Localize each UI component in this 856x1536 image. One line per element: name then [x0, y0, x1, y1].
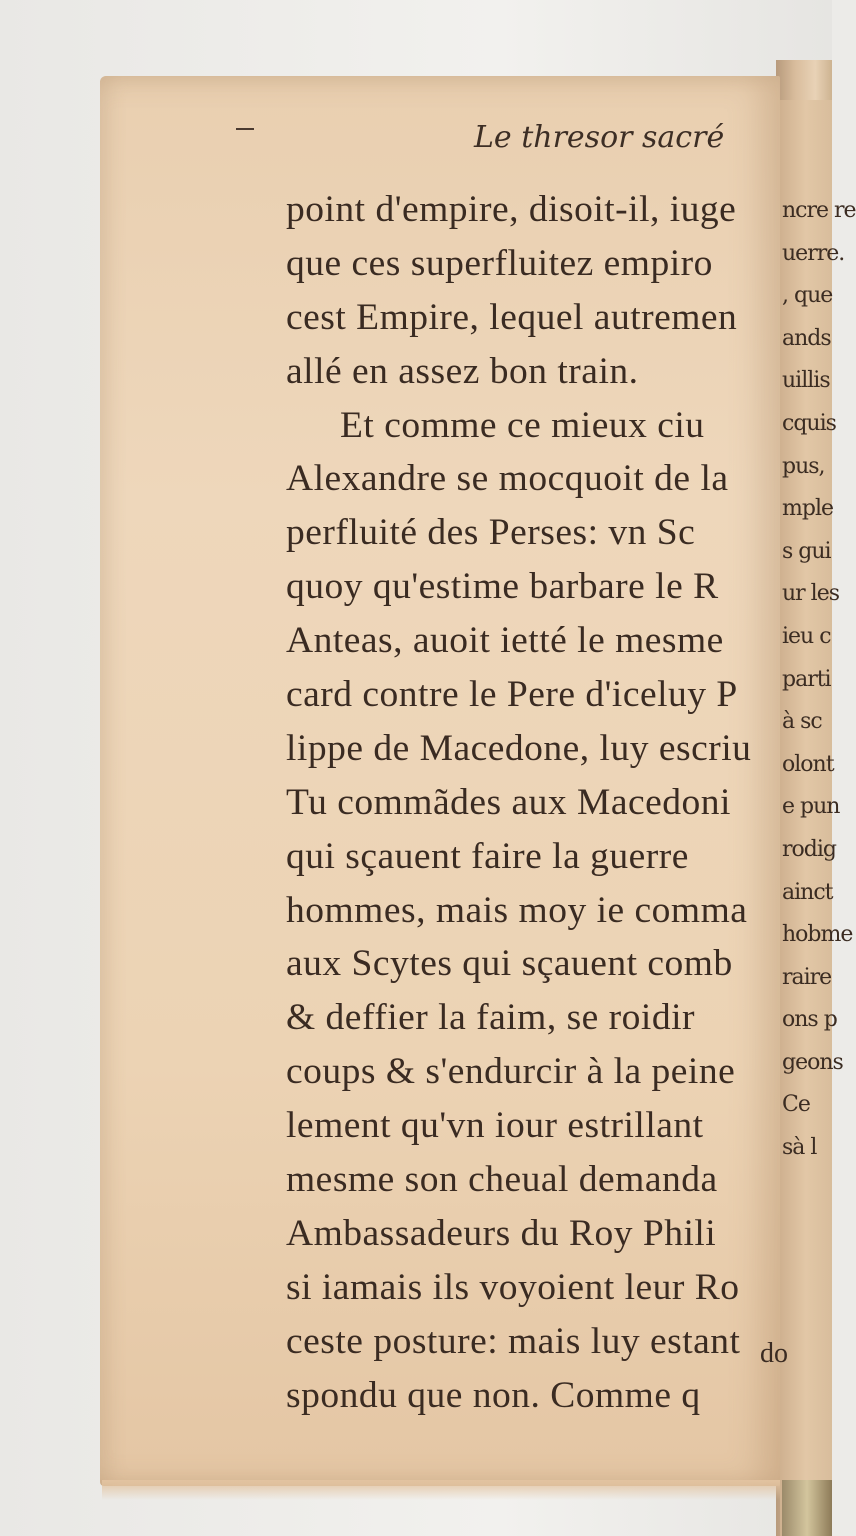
text-line: ceste posture: mais luy estant [286, 1320, 741, 1362]
text-line: hommes, mais moy ie comma [286, 889, 748, 931]
facing-text-line: uillis [782, 368, 830, 394]
text-line: lement qu'vn iour estrillant [286, 1105, 704, 1147]
text-line: Tu commãdes aux Macedoni [286, 781, 731, 823]
text-line: Et comme ce mieux ciu [340, 404, 705, 446]
facing-text-line: e pun [782, 794, 840, 820]
facing-text-line: uerre. [782, 240, 845, 266]
text-line: mesme son cheual demanda [286, 1159, 718, 1201]
facing-text-line: pus, [782, 453, 825, 479]
facing-text-line: raire [782, 964, 832, 990]
text-line: & deffier la faim, se roidir [286, 997, 695, 1039]
facing-text-line: ncre re [782, 198, 856, 223]
page-body-text [286, 183, 786, 1422]
facing-text-line: mple [782, 496, 833, 522]
facing-text-line: à sc [782, 709, 822, 735]
page-bottom-edge [102, 1480, 780, 1500]
facing-text-line: ur les [782, 581, 840, 607]
facing-text-line: s gui [782, 538, 831, 564]
facing-text-line: rodig [782, 836, 836, 862]
facing-text-line: , que [782, 283, 833, 309]
text-line: spondu que non. Comme q [286, 1374, 701, 1416]
facing-text-line: geons [782, 1049, 843, 1075]
margin-mark [236, 128, 254, 130]
text-line: que ces superfluitez empiro [286, 242, 713, 284]
facing-text-line: ieu c [782, 623, 831, 649]
facing-text-line: ons p [782, 1007, 837, 1033]
facing-text-line: ands [782, 325, 831, 351]
facing-text-line: hobme [782, 922, 853, 948]
catchword: do [760, 1338, 788, 1369]
facing-text-line: olont [782, 751, 834, 777]
running-head: Le thresor sacré [474, 120, 725, 155]
text-line: Ambassadeurs du Roy Phili [286, 1212, 717, 1254]
text-line: point d'empire, disoit-il, iuge [286, 189, 737, 230]
text-line: aux Scytes qui sçauent comb [286, 943, 733, 985]
text-line: card contre le Pere d'iceluy P [286, 674, 738, 716]
facing-text-line: ainct [782, 879, 833, 905]
text-line: Anteas, auoit ietté le mesme [286, 620, 724, 662]
facing-text-line: sà l [782, 1135, 817, 1161]
text-line: quoy qu'estime barbare le R [286, 566, 719, 608]
facing-text-line: Ce [782, 1092, 810, 1118]
text-line: qui sçauent faire la guerre [286, 835, 689, 877]
text-line: si iamais ils voyoient leur Ro [286, 1266, 740, 1308]
text-line: lippe de Macedone, luy escriu [286, 727, 752, 769]
page-clip [782, 1480, 832, 1536]
text-line: perfluité des Perses: vn Sc [286, 512, 696, 554]
facing-page-text [782, 190, 856, 1370]
text-line: coups & s'endurcir à la peine [286, 1051, 736, 1093]
text-line: Alexandre se mocquoit de la [286, 458, 729, 500]
text-line: cest Empire, lequel autremen [286, 296, 738, 338]
facing-text-line: parti [782, 666, 831, 692]
text-line: allé en assez bon train. [286, 350, 639, 392]
facing-text-line: cquis [782, 410, 836, 436]
